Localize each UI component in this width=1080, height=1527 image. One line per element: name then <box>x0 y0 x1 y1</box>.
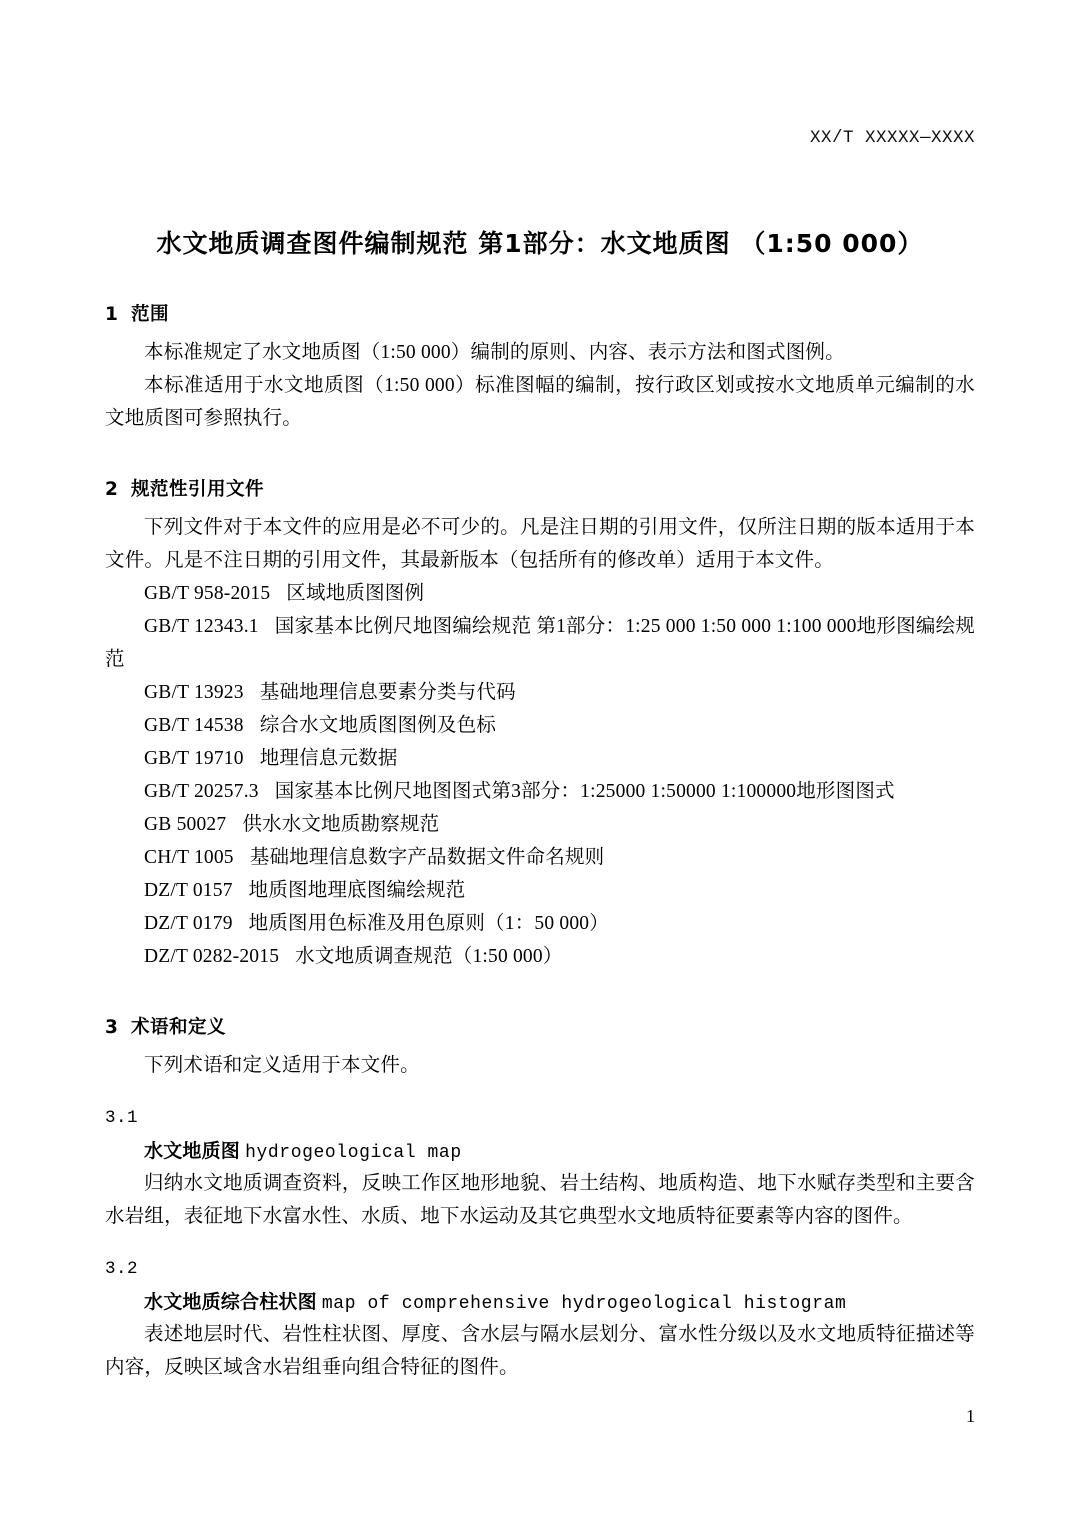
reference-item <box>105 709 975 742</box>
clause-title-2: 规范性引用文件 <box>131 479 265 500</box>
clause-2-paragraph-1: 下列文件对于本文件的应用是必不可少的。凡是注日期的引用文件，仅所注日期的版本适用于本文件。凡是不注日期的引用文件，其最新版本（包括所有的修改单）适用于本文件。 <box>105 517 975 571</box>
reference-item <box>105 940 975 973</box>
reference-item <box>105 775 975 808</box>
reference-code: DZ/T 0157 <box>144 880 233 901</box>
reference-name: 供水水文地质勘察规范 <box>242 814 440 835</box>
reference-name: 综合水文地质图图例及色标 <box>259 715 497 736</box>
clause-number-2: 2 <box>105 479 119 500</box>
term-title-3-2 <box>105 1287 975 1314</box>
reference-code: GB/T 12343.1 <box>144 616 259 637</box>
clause-heading-2 <box>105 475 975 501</box>
reference-item <box>105 907 975 940</box>
reference-code: GB/T 19710 <box>144 748 244 769</box>
reference-name: 地质图地理底图编绘规范 <box>248 880 466 901</box>
reference-item <box>105 742 975 775</box>
reference-code: GB 50027 <box>144 814 227 835</box>
reference-item <box>105 676 975 709</box>
term-title-3-1 <box>105 1136 975 1163</box>
clause-heading-3 <box>105 1013 975 1039</box>
reference-name: 地理信息元数据 <box>259 748 398 769</box>
reference-name: 区域地质图图例 <box>286 583 425 604</box>
reference-item <box>105 808 975 841</box>
page-header-standard-code: XX/T XXXXX—XXXX <box>809 128 975 148</box>
clause-title-1: 范围 <box>131 304 170 325</box>
clause-1-paragraph-2: 本标准适用于水文地质图（1:50 000）标准图幅的编制，按行政区划或按水文地质单元编制的水文地质图可参照执行。 <box>105 375 975 429</box>
reference-item <box>105 874 975 907</box>
reference-name: 水文地质调查规范（1:50 000） <box>295 946 563 967</box>
clause-heading-1 <box>105 300 975 326</box>
term-definition-3-2: 表述地层时代、岩性柱状图、厚度、含水层与隔水层划分、富水性分级以及水文地质特征描述等内容，反映区域含水岩组垂向组合特征的图件。 <box>105 1324 975 1378</box>
reference-code: DZ/T 0282-2015 <box>144 946 280 967</box>
term-number-3-2: 3.2 <box>105 1259 139 1279</box>
reference-name: 基础地理信息要素分类与代码 <box>259 682 516 703</box>
clause-number-3: 3 <box>105 1017 119 1038</box>
reference-name: 地质图用色标准及用色原则（1：50 000） <box>248 913 609 934</box>
reference-name: 基础地理信息数字产品数据文件命名规则 <box>249 847 605 868</box>
term-chinese-name: 水文地质综合柱状图 <box>144 1291 317 1313</box>
reference-code: GB/T 13923 <box>144 682 244 703</box>
reference-name: 国家基本比例尺地图图式第3部分：1:25000 1:50000 1:100000地形图图式 <box>274 781 895 802</box>
reference-item <box>105 610 975 676</box>
clause-1-paragraph-1: 本标准规定了水文地质图（1:50 000）编制的原则、内容、表示方法和图式图例。 <box>144 342 845 363</box>
term-english-name: hydrogeological map <box>245 1143 462 1163</box>
reference-code: GB/T 14538 <box>144 715 244 736</box>
reference-code: GB/T 20257.3 <box>144 781 259 802</box>
page-title: 水文地质调查图件编制规范 第1部分：水文地质图 （1:50 000） <box>156 229 924 258</box>
reference-item <box>105 841 975 874</box>
page-number: 1 <box>966 1406 975 1426</box>
term-number-3-1: 3.1 <box>105 1108 139 1128</box>
reference-code: GB/T 958-2015 <box>144 583 271 604</box>
clause-3-paragraph-1: 下列术语和定义适用于本文件。 <box>144 1055 420 1076</box>
reference-item <box>105 577 975 610</box>
clause-title-3: 术语和定义 <box>131 1017 227 1038</box>
reference-code: DZ/T 0179 <box>144 913 233 934</box>
clause-number-1: 1 <box>105 304 119 325</box>
reference-code: CH/T 1005 <box>144 847 234 868</box>
reference-name: 国家基本比例尺地图编绘规范 第1部分：1:25 000 1:50 000 1:100 000地形图编绘规范 <box>105 616 976 670</box>
term-english-name: map of comprehensive hydrogeological histogram <box>321 1294 847 1314</box>
term-chinese-name: 水文地质图 <box>144 1140 241 1162</box>
term-definition-3-1: 归纳水文地质调查资料，反映工作区地形地貌、岩土结构、地质构造、地下水赋存类型和主要含水岩组，表征地下水富水性、水质、地下水运动及其它典型水文地质特征要素等内容的图件。 <box>105 1173 975 1227</box>
